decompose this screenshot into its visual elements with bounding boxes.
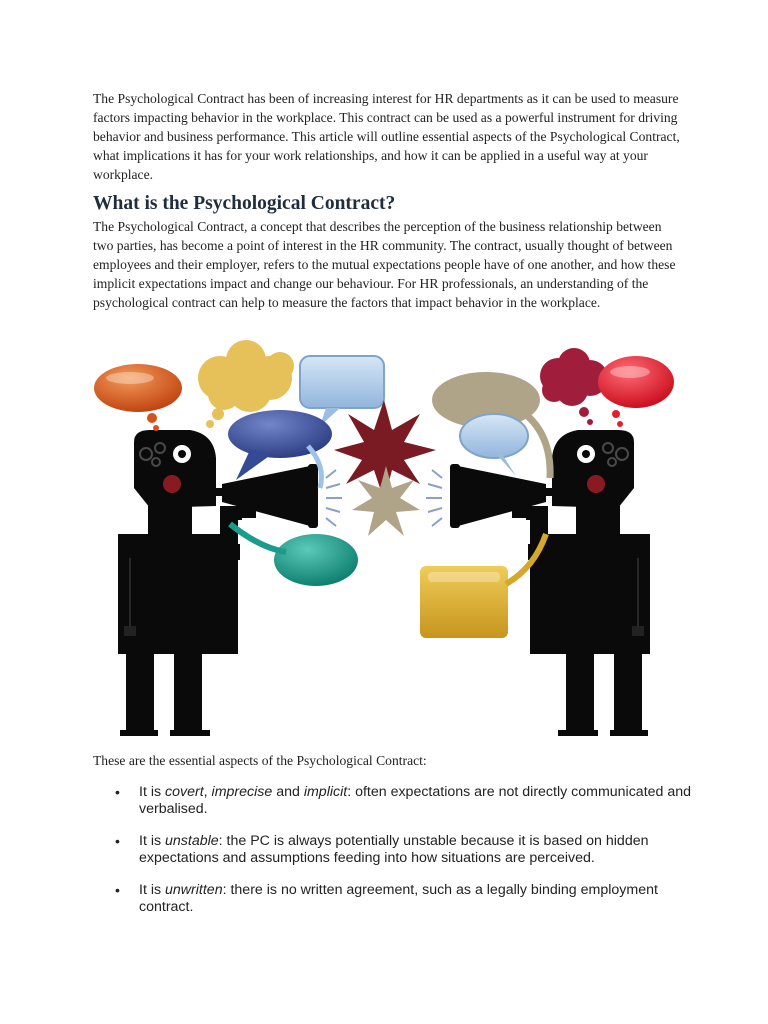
list-item: [93, 784, 693, 817]
bullet-dot-icon: •: [115, 833, 120, 849]
list-item-emphasis: unwritten: [165, 882, 223, 898]
list-item: [93, 882, 693, 915]
list-item-emphasis: implicit: [303, 784, 348, 800]
maroon-thought-cloud: [540, 348, 608, 406]
list-item: [93, 833, 693, 866]
list-item-emphasis: covert: [165, 784, 204, 800]
bullet-dot-icon: •: [115, 882, 120, 898]
left-person: [118, 430, 242, 736]
yellow-thought-cloud: [198, 340, 294, 412]
list-item-text: : the PC is always potentially unstable because it is based on hidden expectations and assumptions feeding into how situations are perceived.: [139, 833, 649, 866]
list-item-text: : there is no written agreement, such as a legally binding employment contract.: [139, 882, 658, 915]
definition-paragraph: The Psychological Contract, a concept that describes the perception of the business relationship between two parties, has become a point of interest in the HR community. The contract, usually thought of between employees and their employer, refers to the mutual expectations people have of one another, and how these implicit expectations impact and change our behaviour. For HR professionals, an understanding of the psychological contract can help to measure the factors that impact behavior in the workplace.: [93, 219, 676, 310]
section-heading: What is the Psychological Contract?: [93, 193, 396, 214]
light-blue-oval-bubble: [460, 414, 528, 476]
list-item-emphasis: unstable: [165, 833, 219, 849]
red-bubble: [598, 356, 674, 408]
aspects-list: [93, 784, 693, 931]
list-item-text: and: [272, 784, 304, 800]
bullet-dot-icon: •: [115, 784, 120, 800]
list-item-text: ,: [203, 784, 212, 800]
list-item-text: It is: [139, 833, 166, 849]
gold-box-bubble: [420, 534, 546, 638]
aspects-intro: These are the essential aspects of the Psychological Contract:: [93, 753, 427, 768]
orange-bubble: [94, 364, 182, 412]
right-person: [526, 430, 650, 736]
list-item-emphasis: imprecise: [211, 784, 273, 800]
communication-illustration: [90, 338, 678, 742]
list-item-text: It is: [139, 784, 166, 800]
intro-paragraph: The Psychological Contract has been of increasing interest for HR departments as it can be used to measure factors impacting behavior in the workplace. This contract can be used as a powerful instrument for driving behavior and business performance. This article will outline essential aspects of the Psychological Contract, what implications it has for your work relationships, and how it can be applied in a useful way at your workplace.: [93, 91, 680, 182]
list-item-text: It is: [139, 882, 166, 898]
list-item-text: : often expectations are not directly communicated and verbalised.: [139, 784, 692, 817]
teal-speech-bubble: [230, 524, 358, 586]
left-cheek: [163, 475, 181, 493]
